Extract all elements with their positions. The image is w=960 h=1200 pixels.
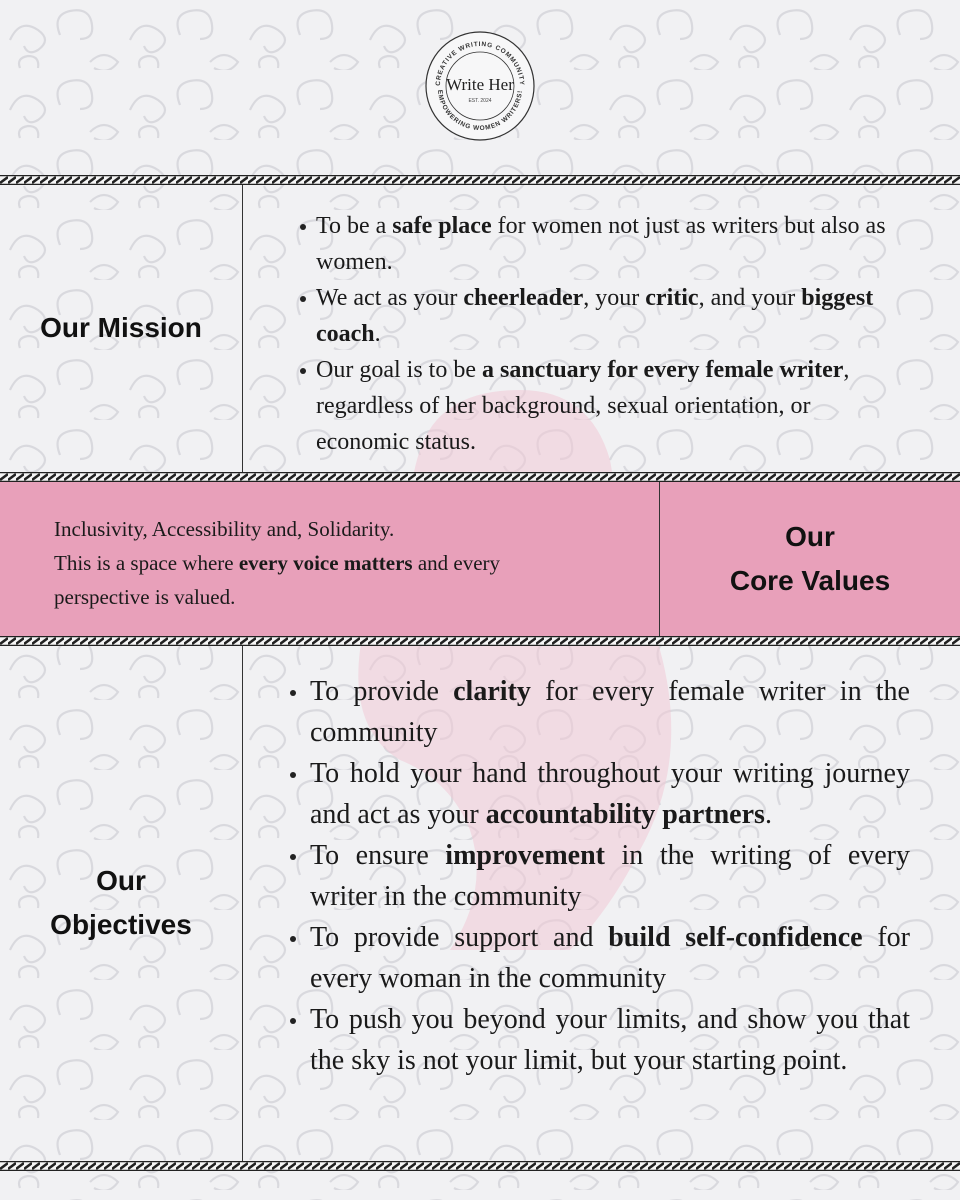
list-item: Our goal is to be a sanctuary for every female writer, regardless of her background, sexual orientation, or economic status.: [316, 352, 906, 460]
column-divider: [242, 644, 243, 1162]
list-item: We act as your cheerleader, your critic, and your biggest coach.: [316, 280, 906, 352]
rope-divider: [0, 636, 960, 646]
mission-section: [0, 183, 960, 473]
list-item: To ensure improvement in the writing of every writer in the community: [310, 835, 910, 917]
objectives-section: [0, 644, 960, 1162]
rope-divider: [0, 472, 960, 482]
list-item: To hold your hand throughout your writing journey and act as your accountability partners.: [310, 753, 910, 835]
list-item: To provide support and build self-confidence for every woman in the community: [310, 917, 910, 999]
list-item: To provide clarity for every female writer in the community: [310, 671, 910, 753]
objectives-heading: Our Objectives: [50, 865, 192, 940]
core-values-text: [54, 512, 554, 614]
list-item: To be a safe place for women not just as writers but also as women.: [316, 208, 906, 280]
logo-ring-top-text: CREATIVE WRITING COMMUNITY: [434, 40, 526, 87]
logo-ring-bottom-text: EMPOWERING WOMEN WRITERS!: [435, 89, 524, 133]
list-item: To push you beyond your limits, and show you that the sky is not your limit, but your starting point.: [310, 999, 910, 1081]
core-values-heading: Our Core Values: [729, 520, 891, 596]
logo-established: EST. 2024: [468, 98, 492, 104]
mission-heading: Our Mission: [40, 312, 202, 343]
core-values-section: [0, 480, 960, 637]
core-values-line: Inclusivity, Accessibility and, Solidarity.: [54, 517, 395, 541]
core-values-description: This is a space where every voice matters and every perspective is valued.: [54, 551, 501, 609]
write-her-logo: [424, 30, 536, 142]
column-divider: [242, 183, 243, 473]
rope-divider: [0, 1161, 960, 1171]
logo-name: Write Her: [446, 75, 514, 94]
mission-list: [316, 208, 906, 460]
rope-divider: [0, 175, 960, 185]
objectives-list: [310, 671, 910, 1081]
